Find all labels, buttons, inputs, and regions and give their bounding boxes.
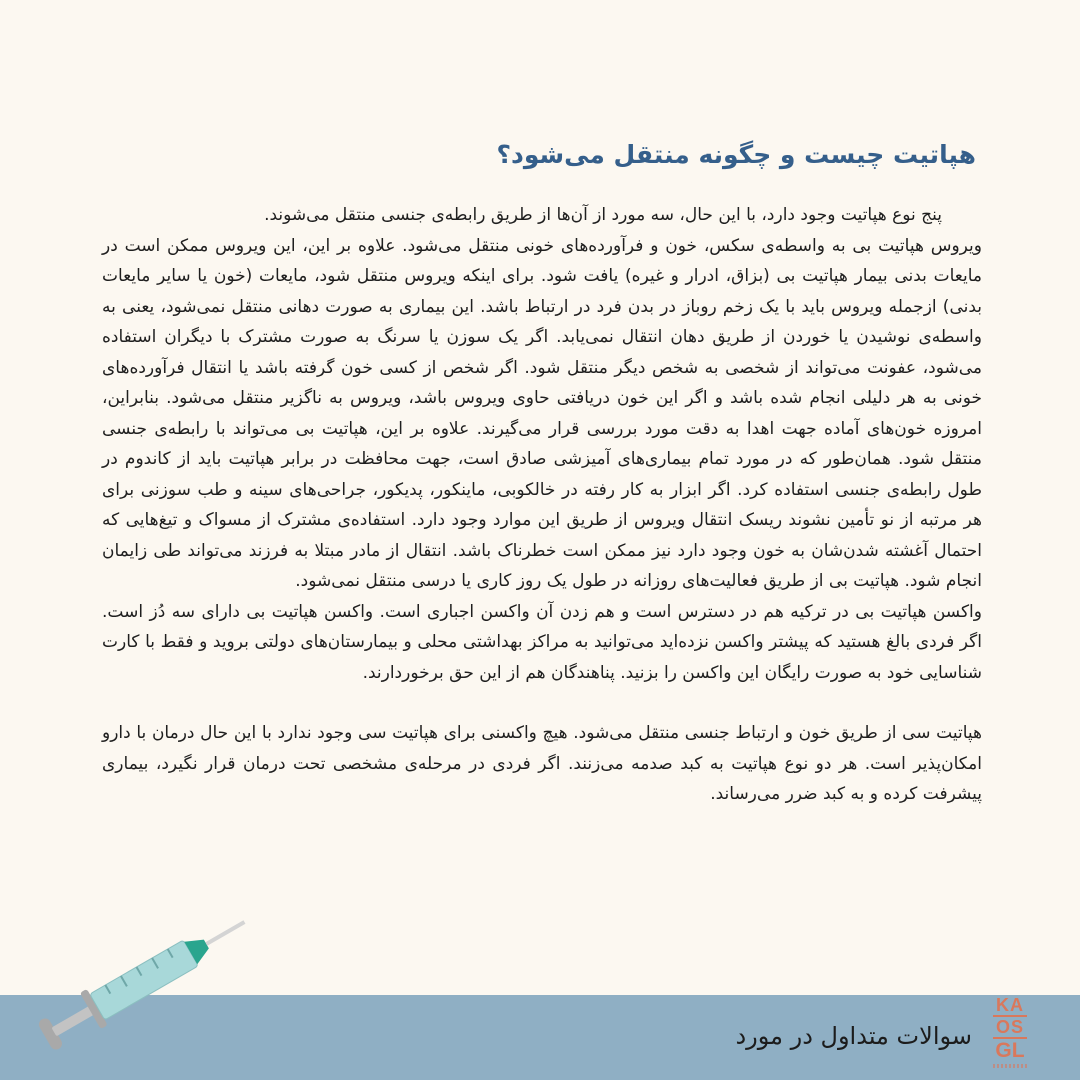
kaos-gl-logo (990, 996, 1030, 1078)
paragraph-intro: پنج نوع هپاتیت وجود دارد، با این حال، سه مورد از آن‌ها از طریق رابطه‌ی جنسی منتقل می‌شوند. (264, 205, 942, 225)
syringe-barrel (90, 940, 199, 1020)
logo-text-os: OS (995, 1017, 1024, 1037)
logo-text-ka: KA (996, 995, 1024, 1015)
syringe-needle (205, 920, 245, 945)
paragraph-hepatitis-b: ویروس هپاتیت بی به واسطه‌ی سکس، خون و فرآورده‌های خونی منتقل می‌شود. علاوه بر این، این ویروس ممکن است در مایعات بدنی بیمار هپاتیت بی (بزاق، ادرار و غیره) یافت شود. برای اینکه ویروس منتقل شود، مایعات (خون یا سایر مایعات بدنی) ازجمله ویروس باید با یک زخم روباز در بدن فرد در ارتباط باشد. این بیماری به صورت دهانی منتقل نمی‌شود، یعنی به واسطه‌ی نوشیدن یا خوردن از طریق دهان انتقال نمی‌یابد. اگر یک سوزن یا سرنگ به صورت مشترک با دیگران استفاده می‌شود، عفونت می‌تواند از شخصی به شخص دیگر منتقل شود. اگر شخص از کسی خون گرفته باشد یا انتقال فرآورده‌های خونی به هر دلیلی انجام شده باشد و اگر این خون دریافتی حاوی ویروس باشد، ویروس به ناگزیر منتقل می‌شود. بنابراین، امروزه خون‌های آماده جهت اهدا به دقت مورد بررسی قرار می‌گیرند. علاوه بر این، هپاتیت بی می‌تواند با رابطه‌ی جنسی منتقل شود. همان‌طور که در مورد تمام بیماری‌های آمیزشی صادق است، جهت محافظت در برابر هپاتیت باید از کاندوم در طول رابطه‌ی جنسی استفاده کرد. اگر ابزار به کار رفته در خالکوبی، ماینکور، پدیکور، جراحی‌های سینه و طب سوزنی برای هر مرتبه از نو تأمین نشوند ریسک انتقال ویروس از طریق این موارد وجود دارد. استفاده‌ی مشترک از مسواک و تیغ‌هایی که احتمال آغشته شدن‌شان به خون وجود دارد نیز ممکن است خطرناک باشد. انتقال از مادر مبتلا به فرزند می‌تواند طی زایمان انجام شود. هپاتیت بی از طریق فعالیت‌های روزانه در طول یک روز کاری یا درسی منتقل نمی‌شود. (102, 235, 982, 591)
article-body (102, 200, 982, 810)
paragraph-hepatitis-c: هپاتیت سی از طریق خون و ارتباط جنسی منتقل می‌شود. هیچ واکسنی برای هپاتیت سی وجود ندارد با این حال درمان با دارو امکان‌پذیر است. هر دو نوع هپاتیت به کبد صدمه می‌زنند. اگر فردی در مرحله‌ی مشخصی تحت درمان قرار نگیرد، بیماری پیشرفت کرده و به کبد ضرر می‌رساند. (102, 723, 982, 804)
page-title: هپاتیت چیست و چگونه منتقل می‌شود؟ (496, 140, 976, 169)
logo-tagline (993, 1064, 1027, 1068)
footer-title: سوالات متداول در مورد (735, 1022, 972, 1050)
paragraph-vaccine: واکسن هپاتیت بی در ترکیه هم در دسترس است و هم زدن آن واکسن اجباری است. واکسن هپاتیت بی دارای سه دُز است. اگر فردی بالغ هستید که پیشتر واکسن نزده‌اید می‌توانید به مراکز بهداشتی محلی و بیمارستان‌های دولتی بروید و فقط با کارت شناسایی خود به صورت رایگان این واکسن را بزنید. پناهندگان هم از این حق برخوردارند. (102, 601, 982, 683)
logo-text-gl: GL (995, 1039, 1025, 1062)
syringe-icon (24, 905, 264, 1055)
